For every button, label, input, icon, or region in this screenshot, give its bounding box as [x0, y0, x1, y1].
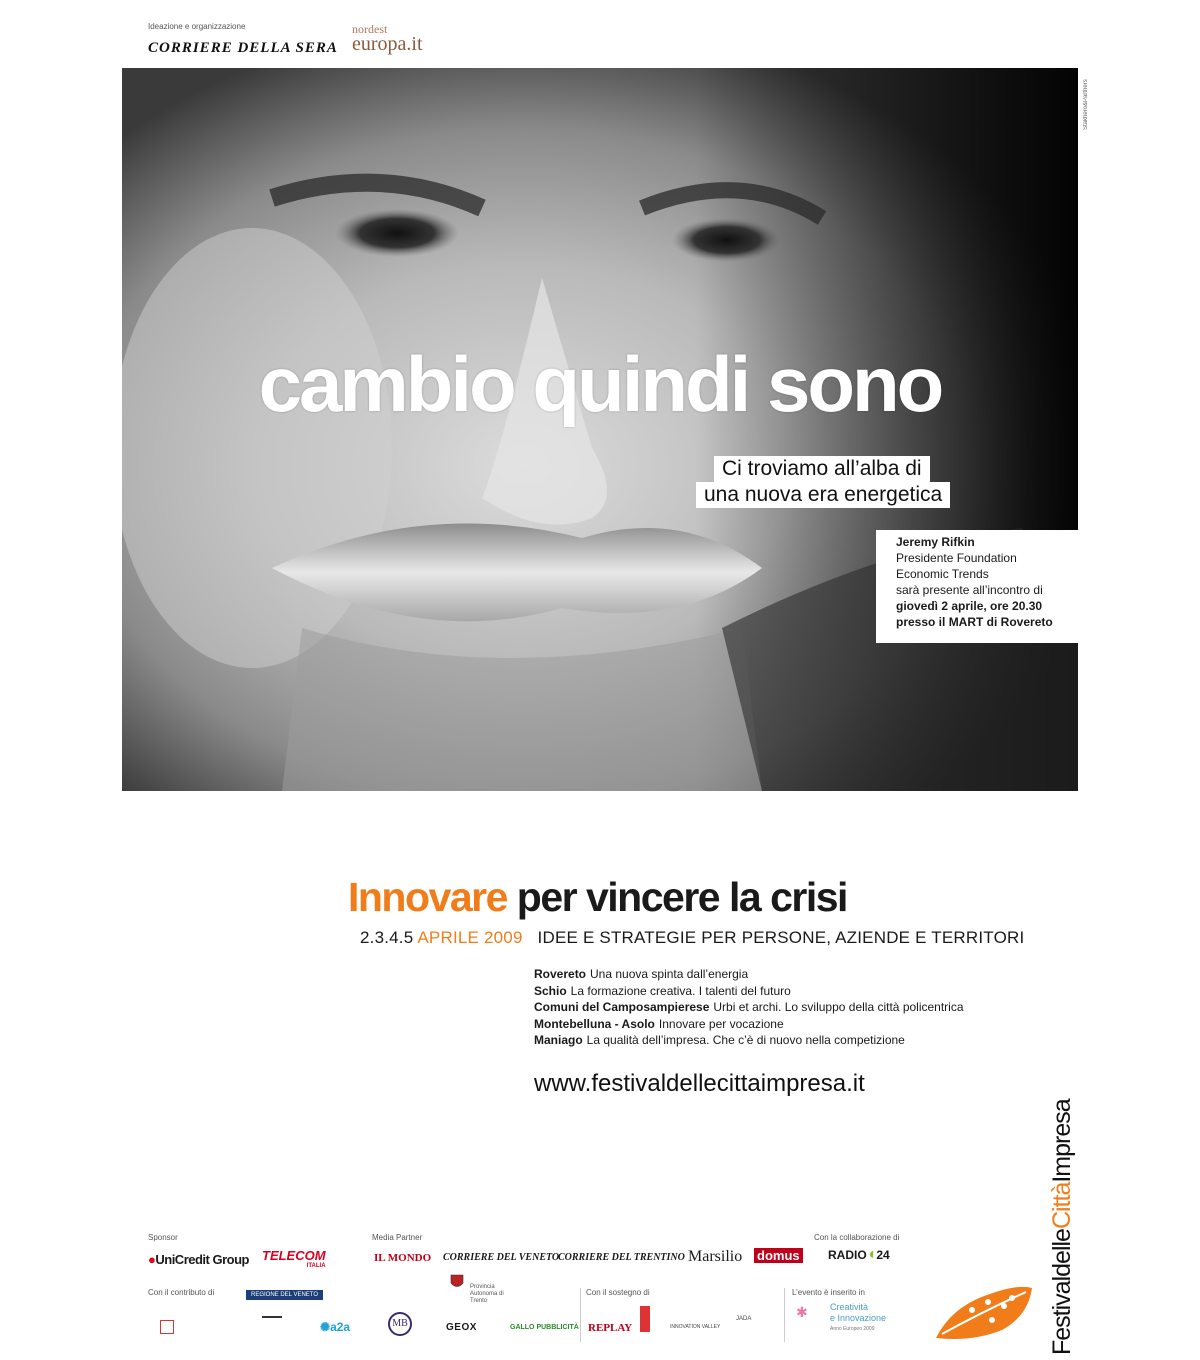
speaker-name: Jeremy Rifkin [896, 535, 975, 549]
telecom-sub: ITALIA [306, 1263, 326, 1269]
speaker-box [876, 530, 1078, 643]
nordest-europa-logo [352, 24, 423, 53]
sponsor-label: Sponsor [148, 1233, 178, 1242]
subtitle-line-2: una nuova era energetica [696, 482, 950, 508]
replay-logo: REPLAY [588, 1322, 633, 1334]
telecom-logo [262, 1248, 326, 1269]
speaker-role-2: Economic Trends [896, 567, 989, 581]
radio-ear-icon: ◖ [866, 1246, 877, 1263]
photo-credit: Stakhero&Partners [1083, 79, 1089, 130]
program-city: Rovereto [534, 967, 587, 981]
portrait-photo [122, 68, 1078, 791]
creativity-line-3: Anno Europeo 2009 [830, 1326, 875, 1332]
program-item [534, 966, 964, 983]
event-title-rest: per vincere la crisi [516, 874, 847, 920]
program-topic: La qualità dell’impresa. Che c’è di nuovo nella competizione [586, 1033, 905, 1047]
corriere-veneto-logo: CORRIERE DEL VENETO [443, 1252, 560, 1263]
gallo-logo: GALLO PUBBLICITÀ [510, 1324, 579, 1331]
program-city: Comuni del Camposampierese [534, 1000, 710, 1014]
geox-logo: GEOX [446, 1322, 477, 1333]
event-dates [360, 928, 1024, 948]
trento-crest-icon [450, 1274, 464, 1290]
organizer-label: Ideazione e organizzazione [148, 22, 246, 31]
program-item [534, 1016, 964, 1033]
radio24-logo [828, 1246, 890, 1264]
footer-divider-2 [784, 1288, 785, 1342]
fondazione-cassa-icon [262, 1316, 282, 1336]
speaker-date: giovedì 2 aprile, ore 20.30 [896, 599, 1043, 613]
festival-url[interactable]: www.festivaldellecittaimpresa.it [534, 1070, 865, 1097]
a2a-icon: ✺ [320, 1320, 331, 1334]
program-item [534, 983, 964, 1000]
unicredit-mark-icon: ● [148, 1252, 156, 1267]
domus-logo: domus [754, 1248, 803, 1263]
il-mondo-logo: IL MONDO [374, 1252, 432, 1264]
brand-part-3: Impresa [1048, 1099, 1076, 1183]
leaf-icon [932, 1276, 1038, 1342]
brand-part-2: Città [1048, 1182, 1076, 1230]
innovation-valley-logo: INNOVATION VALLEY [670, 1324, 721, 1330]
support-label: Con il sostegno di [586, 1288, 650, 1297]
creativity-line-2: e Innovazione [830, 1313, 887, 1323]
brand-part-1: Festivaldelle [1048, 1229, 1076, 1355]
inserted-label: L’evento è inserito in [792, 1288, 865, 1297]
dates-month: APRILE 2009 [417, 928, 523, 947]
radio-text: RADIO [828, 1248, 867, 1262]
program-city: Maniago [534, 1033, 583, 1047]
headline: cambio quindi sono [258, 340, 942, 428]
program-list [534, 966, 964, 1049]
corriere-della-sera-logo: CORRIERE DELLA SERA [148, 40, 338, 56]
jada-logo: JADA [736, 1316, 752, 1322]
svg-text:FestivaldelleCittàImpresa [1048, 1098, 1076, 1355]
program-topic: Una nuova spinta dall’energia [590, 967, 749, 981]
fondazione-icon [160, 1320, 174, 1334]
corriere-trentino-logo: CORRIERE DEL TRENTINO [558, 1252, 685, 1263]
program-topic: Innovare per vocazione [658, 1016, 784, 1031]
marsilio-logo: Marsilio [688, 1248, 743, 1265]
creativity-stars-icon: ✱ [796, 1304, 808, 1320]
left-eye [335, 209, 459, 257]
radio-number: 24 [876, 1248, 890, 1262]
unicredit-logo [148, 1252, 249, 1267]
collab-label: Con la collaborazione di [814, 1233, 900, 1242]
speaker-role-1: Presidente Foundation [896, 551, 1017, 565]
mb-logo-icon: MB [388, 1312, 412, 1336]
program-topic: Urbi et archi. Lo sviluppo della città policentrica [713, 1000, 964, 1014]
trento-label: Provincia Autonoma di Trento [470, 1284, 504, 1304]
a2a-text: a2a [330, 1320, 351, 1334]
red-column-icon [640, 1306, 650, 1332]
media-partner-label: Media Partner [372, 1233, 423, 1242]
creativity-line-1: Creatività [830, 1302, 869, 1312]
subtitle-line-1: Ci troviamo all’alba di [714, 456, 930, 482]
regione-veneto-logo: REGIONE DEL VENETO [246, 1290, 323, 1300]
festival-brand-text [1044, 1075, 1078, 1355]
contrib-label: Con il contributo di [148, 1288, 215, 1297]
festival-leaf-logo [932, 1276, 1038, 1342]
event-tagline: IDEE E STRATEGIE PER PERSONE, AZIENDE E TERRITORI [537, 928, 1025, 947]
nordest-logo-top: nordest [352, 22, 388, 36]
right-eye [672, 218, 782, 262]
speaker-intro: sarà presente all’incontro di [896, 583, 1043, 597]
program-item [534, 999, 964, 1016]
unicredit-text: UniCredit Group [155, 1252, 249, 1267]
telecom-text: TELECOM [262, 1248, 326, 1263]
program-city: Schio [534, 983, 567, 998]
a2a-logo [320, 1320, 350, 1334]
portrait-image [122, 68, 1078, 791]
creativity-logo [830, 1302, 886, 1335]
nordest-logo-bottom: europa.it [352, 32, 423, 55]
footer-divider-1 [580, 1288, 581, 1342]
speaker-place: presso il MART di Rovereto [896, 615, 1053, 629]
dates-prefix: 2.3.4.5 [360, 928, 414, 947]
festival-brand-vertical [1044, 1075, 1078, 1355]
program-item [534, 1032, 964, 1049]
program-topic: La formazione creativa. I talenti del futuro [570, 983, 791, 998]
program-city: Montebelluna - Asolo [534, 1016, 655, 1031]
event-title [348, 874, 847, 921]
event-title-accent: Innovare [348, 874, 507, 920]
